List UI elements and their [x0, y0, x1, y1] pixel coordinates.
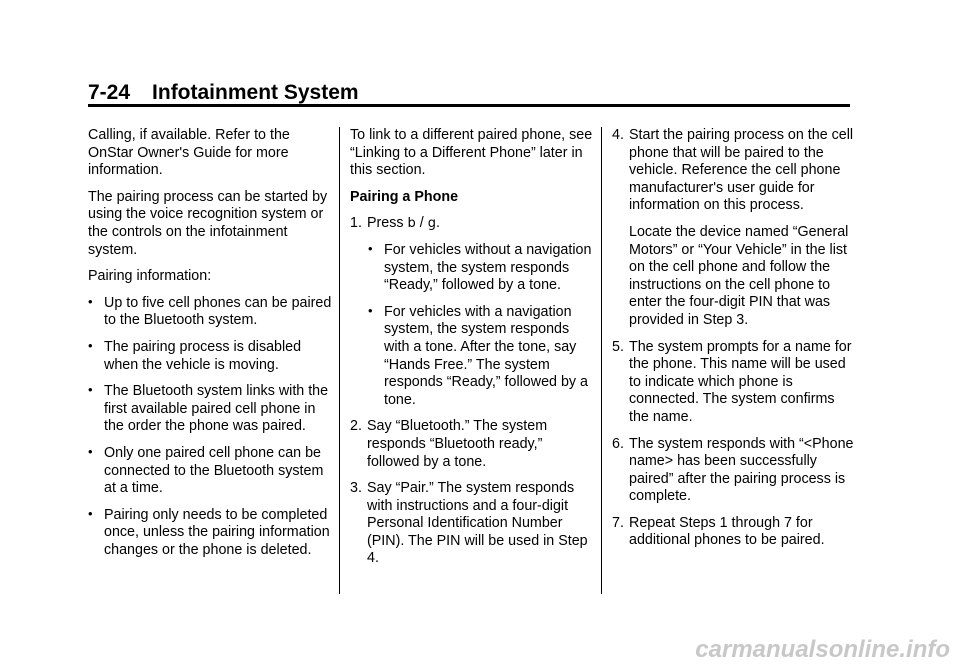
step-3: [350, 480, 594, 568]
column-divider: [601, 127, 602, 594]
step-7: [612, 515, 856, 550]
bullet-icon: •: [88, 337, 93, 353]
bullet-icon: •: [88, 443, 93, 459]
pairing-info-list: [88, 295, 332, 560]
paragraph: To link to a different paired phone, see “Linking to a Different Phone” later in this section.: [350, 127, 593, 179]
step-5: [612, 339, 856, 427]
phone-button-icon: g: [427, 216, 436, 232]
step-6: [612, 436, 856, 506]
step-number: 5.: [612, 338, 624, 355]
list-item: [350, 242, 594, 295]
step-number: 4.: [612, 127, 624, 143]
column-1: [88, 127, 332, 568]
page-number: 7-24: [88, 81, 131, 104]
list-item-text: The pairing process is disabled when the vehicle is moving.: [104, 338, 302, 373]
step-text: The system responds with “<Phone name> has been successfully paired” after the pairing process is complete.: [629, 435, 854, 505]
list-item-text: For vehicles without a navigation system, the system responds “Ready,” followed by a tone.: [384, 241, 592, 294]
step-text: Press: [367, 215, 404, 232]
bullet-icon: •: [88, 505, 93, 521]
list-item-text: The Bluetooth system links with the first available paired cell phone in the order the phone was paired.: [104, 383, 329, 435]
list-item-text: For vehicles with a navigation system, the system responds with a tone. After the tone, say “Hands Free.” The system responds “Ready,” followed by a tone.: [384, 303, 588, 408]
step-text: Say “Pair.” The system responds with instructions and a four-digit Personal Identification Number (PIN). The PIN will be used in Step 4.: [367, 480, 588, 567]
step-2: [350, 418, 594, 471]
pairing-steps-continued: [612, 127, 856, 550]
glyph-separator: /: [415, 215, 428, 232]
paragraph: Pairing information:: [88, 268, 212, 285]
step-text: The system prompts for a name for the phone. This name will be used to indicate which phone is connected. The system confirms the name.: [629, 338, 852, 425]
column-3: [612, 127, 856, 559]
bullet-icon: •: [88, 293, 93, 309]
paragraph: The pairing process can be started by using the voice recognition system or the controls on the infotainment system.: [88, 188, 328, 258]
header-rule: [88, 104, 850, 107]
step-text-end: .: [435, 215, 440, 232]
step-1: [350, 215, 594, 409]
list-item: [88, 383, 332, 436]
column-divider: [339, 127, 340, 594]
bullet-icon: •: [88, 382, 93, 398]
list-item: [88, 507, 332, 560]
list-item: [350, 304, 594, 410]
paragraph: Calling, if available. Refer to the OnStar Owner's Guide for more information.: [88, 127, 290, 179]
step-number: 1.: [350, 215, 362, 232]
list-item-text: Pairing only needs to be completed once, unless the pairing information changes or the phone is deleted.: [104, 506, 330, 558]
list-item: [88, 445, 332, 498]
column-2: [350, 127, 594, 577]
step-number: 6.: [612, 435, 624, 452]
step-text: Start the pairing process on the cell phone that will be paired to the vehicle. Reference the cell phone manufacturer's user guide for information on this process.: [629, 127, 854, 214]
list-item: [88, 295, 332, 330]
step-continuation: Locate the device named “General Motors” or “Your Vehicle” in the list on the cell phone and follow the instructions on the cell phone to enter the four-digit PIN that was provided in Step 3.: [629, 223, 849, 328]
step-1-bullets: [350, 242, 594, 409]
step-4: [612, 127, 856, 330]
list-item-text: Up to five cell phones can be paired to the Bluetooth system.: [104, 294, 332, 329]
pairing-steps: [350, 215, 594, 568]
step-text: Repeat Steps 1 through 7 for additional phones to be paired.: [629, 514, 825, 549]
step-number: 7.: [612, 514, 624, 531]
step-text: Say “Bluetooth.” The system responds “Bluetooth ready,” followed by a tone.: [367, 418, 548, 470]
step-number: 3.: [350, 480, 362, 497]
bullet-icon: •: [368, 302, 373, 318]
bullet-icon: •: [368, 240, 373, 256]
step-number: 2.: [350, 418, 362, 435]
subheading: Pairing a Phone: [350, 188, 459, 205]
page-header: [88, 80, 359, 106]
watermark: carmanualsonline.info: [695, 636, 950, 663]
list-item: [88, 339, 332, 374]
section-title: Infotainment System: [152, 81, 359, 104]
list-item-text: Only one paired cell phone can be connected to the Bluetooth system at a time.: [104, 444, 324, 497]
talk-button-icon: b: [407, 216, 416, 232]
